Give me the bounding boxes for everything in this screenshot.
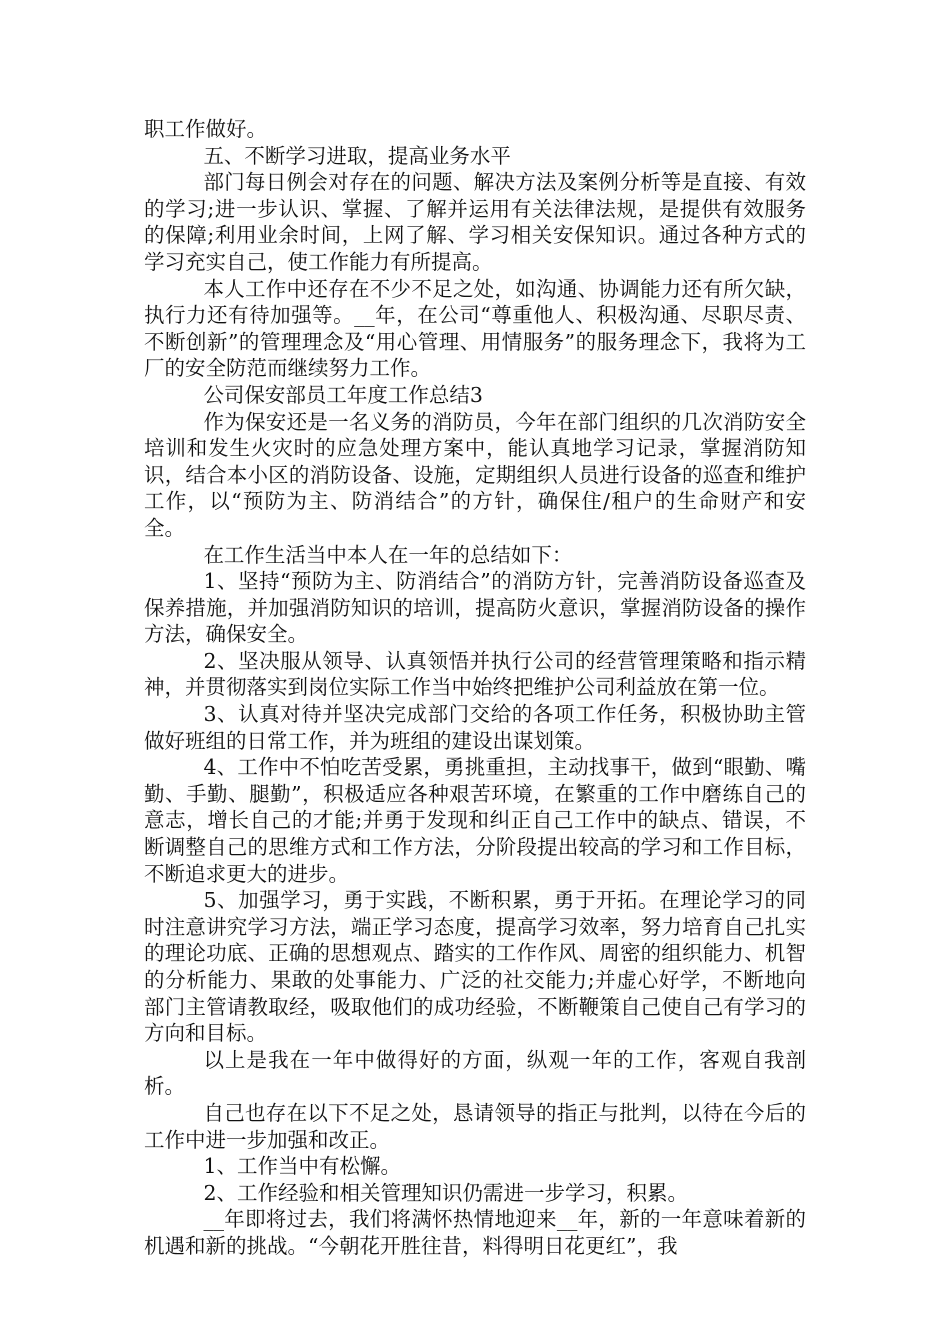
- paragraph: 部门每日例会对存在的问题、解决方法及案例分析等是直接、有效的学习;进一步认识、掌握、了解并运用有关法律法规，是提供有效服务的保障;利用业余时间，上网了解、学习相关安保知识。通过各种方式的学习充实自己，使工作能力有所提高。: [144, 170, 806, 274]
- paragraph: 本人工作中还存在不少不足之处，如沟通、协调能力还有所欠缺，执行力还有待加强等。__年，在公司“尊重他人、积极沟通、尽职尽责、不断创新”的管理理念及“用心管理、用情服务”的服务理念下，我将为工厂的安全防范而继续努力工作。: [144, 276, 806, 381]
- paragraph: 自己也存在以下不足之处，恳请领导的指正与批判，以待在今后的工作中进一步加强和改正。: [144, 1100, 806, 1152]
- section-heading: 公司保安部员工年度工作总结3: [203, 382, 483, 407]
- paragraph: 作为保安还是一名义务的消防员，今年在部门组织的几次消防安全培训和发生火灾时的应急处理方案中，能认真地学习记录，掌握消防知识，结合本小区的消防设备、设施，定期组织人员进行设备的巡查和维护工作，以“预防为主、防消结合”的方针，确保住/租户的生命财产和安全。: [144, 409, 806, 540]
- list-item: 3、认真对待并坚决完成部门交给的各项工作任务，积极协助主管做好班组的日常工作，并为班组的建设出谋划策。: [144, 702, 806, 753]
- list-item: 5、加强学习，勇于实践，不断积累，勇于开拓。在理论学习的同时注意讲究学习方法，端正学习态度，提高学习效率，努力培育自己扎实的理论功底、正确的思想观点、踏实的工作作风、周密的组织能力、机智的分析能力、果敢的处事能力、广泛的社交能力;并虚心好学，不断地向部门主管请教取经，吸取他们的成功经验，不断鞭策自己使自己有学习的方向和目标。: [144, 888, 806, 1046]
- paragraph: 职工作做好。: [144, 117, 267, 141]
- list-item: 1、工作当中有松懈。: [203, 1154, 401, 1179]
- section-heading: 五、不断学习进取，提高业务水平: [203, 143, 511, 168]
- paragraph: 以上是我在一年中做得好的方面，纵观一年的工作，客观自我剖析。: [144, 1047, 806, 1099]
- list-item: 1、坚持“预防为主、防消结合”的消防方针，完善消防设备巡查及保养措施，并加强消防知识的培训，提高防火意识，掌握消防设备的操作方法，确保安全。: [144, 569, 806, 647]
- document-body: [144, 116, 806, 1260]
- list-item: 2、坚决服从领导、认真领悟并执行公司的经营管理策略和指示精神，并贯彻落实到岗位实际工作当中始终把维护公司利益放在第一位。: [144, 648, 806, 700]
- paragraph: 在工作生活当中本人在一年的总结如下：: [203, 542, 573, 567]
- list-item: 4、工作中不怕吃苦受累，勇挑重担，主动找事干，做到“眼勤、嘴勤、手勤、腿勤”，积极适应各种艰苦环境，在繁重的工作中磨练自己的意志，增长自己的才能;并勇于发现和纠正自己工作中的缺点、错误，不断调整自己的思维方式和工作方法，分阶段提出较高的学习和工作目标，不断追求更大的进步。: [144, 755, 806, 886]
- paragraph: __年即将过去，我们将满怀热情地迎来__年，新的一年意味着新的机遇和新的挑战。“今朝花开胜往昔，料得明日花更红”，我: [144, 1207, 806, 1258]
- list-item: 2、工作经验和相关管理知识仍需进一步学习，积累。: [203, 1180, 688, 1205]
